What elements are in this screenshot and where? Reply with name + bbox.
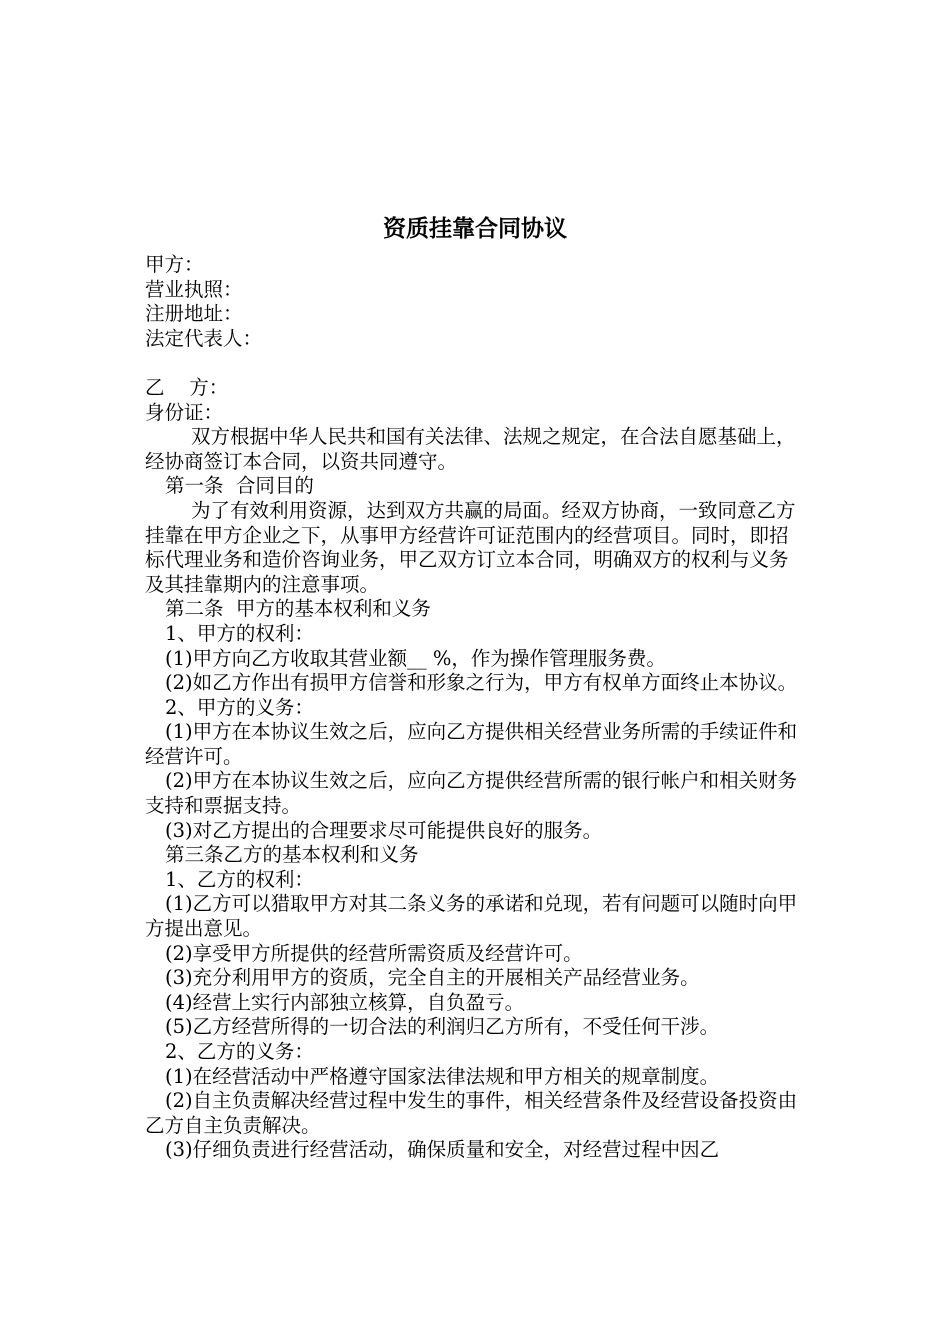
article3-right-item: (1)乙方可以猎取甲方对其二条义务的承诺和兑现，若有问题可以随时向甲方提出意见。 [145,892,798,941]
article1-heading: 第一条 合同目的 [165,474,314,498]
article2-heading: 第二条 甲方的基本权利和义务 [165,597,431,621]
article2-right-item: (1)甲方向乙方收取其营业额__ %，作为操作管理服务费。 [165,646,666,670]
party-a-address: 注册地址： [145,302,243,326]
article2-duty-item: (1)甲方在本协议生效之后，应向乙方提供相关经营业务所需的手续证件和经营许可。 [145,720,798,768]
article3-right-item: (3)充分利用甲方的资质，完全自主的开展相关产品经营业务。 [165,966,700,990]
party-a-label: 甲方： [145,253,204,276]
blank-line [145,351,807,376]
party-b-label: 乙 方： [145,375,229,399]
article3-rights-heading: 1、乙方的权利： [165,867,314,891]
intro-paragraph: 双方根据中华人民共和国有关法律、法规之规定，在合法自愿基础上，经协商签订本合同，以资共同遵守。 [145,425,796,473]
article3-duty-item: (1)在经营活动中严格遵守国家法律法规和甲方相关的规章制度。 [165,1064,720,1088]
article2-duty-item: (2)甲方在本协议生效之后，应向乙方提供经营所需的银行帐户和相关财务支持和票据支持。 [145,769,798,818]
article2-duties-heading: 2、甲方的义务： [165,695,314,719]
document-body [145,253,807,1163]
article3-duties-heading: 2、乙方的义务： [165,1040,314,1063]
article3-duty-item: (3)仔细负责进行经营活动，确保质量和安全，对经营过程中因乙 [165,1138,720,1162]
article3-right-item: (4)经营上实行内部独立核算，自负盈亏。 [165,990,525,1014]
document-title: 资质挂靠合同协议 [383,216,567,242]
article3-duty-item: (2)自主负责解决经营过程中发生的事件，相关经营条件及经营设备投资由乙方自主负责解决。 [145,1089,798,1137]
party-a-license: 营业执照： [145,277,243,301]
article1-body: 为了有效利用资源，达到双方共赢的局面。经双方协商，一致同意乙方挂靠在甲方企业之下，从事甲方经营许可证范围内的经营项目。同时，即招标代理业务和造价咨询业务，甲乙双方订立本合同，明确双方的权利与义务及其挂靠期内的注意事项。 [145,498,796,596]
article3-heading: 第三条乙方的基本权利和义务 [165,843,419,867]
party-a-representative: 法定代表人： [145,326,263,350]
party-b-id: 身份证： [145,400,224,424]
article3-right-item: (5)乙方经营所得的一切合法的利润归乙方所有，不受任何干涉。 [165,1015,720,1039]
article2-duty-item: (3)对乙方提出的合理要求尽可能提供良好的服务。 [165,818,603,842]
article2-rights-heading: 1、甲方的权利： [165,621,314,645]
article2-right-item: (2)如乙方作出有损甲方信誉和形象之行为，甲方有权单方面终止本协议。 [165,671,798,695]
article3-right-item: (2)享受甲方所提供的经营所需资质及经营许可。 [165,941,583,965]
